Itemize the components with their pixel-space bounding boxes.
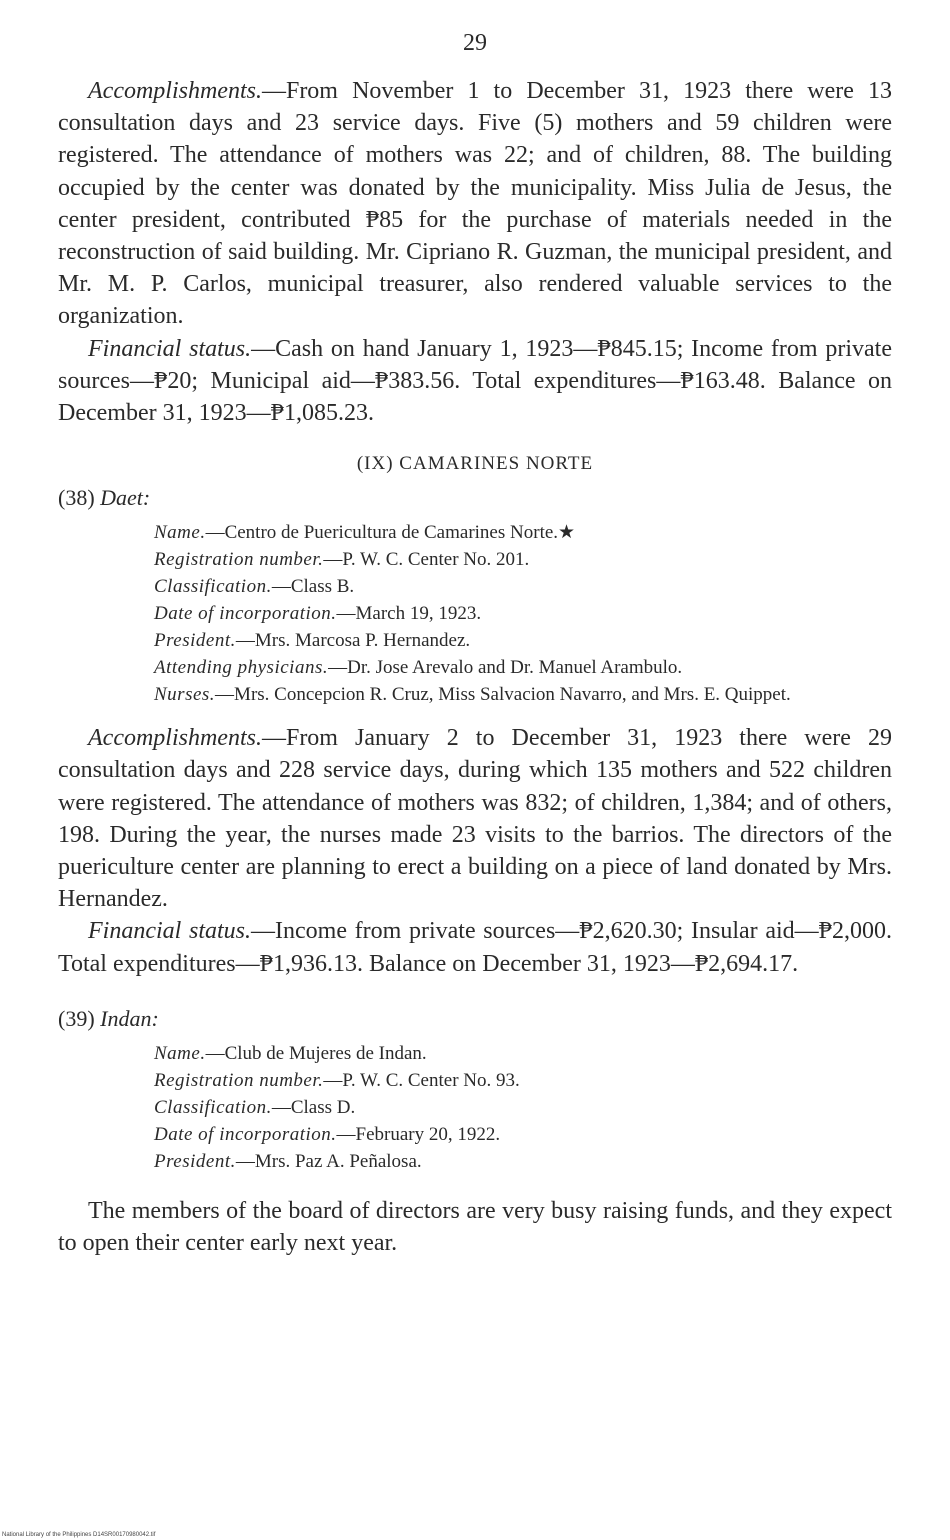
detail-registration: Registration number.—P. W. C. Center No. 201.	[154, 549, 530, 571]
page-number: 29	[463, 30, 487, 56]
detail-name: Name.—Centro de Puericultura de Camarines Norte.★	[154, 522, 576, 544]
paragraph-text: —Cash on hand January 1, 1923—₱845.15; Income from private sources—₱20; Municipal aid—₱383.56. Total expenditures—₱163.48. Balance on December 31, 1923—₱1,085.23.	[58, 335, 892, 427]
entry-details-daet	[154, 519, 892, 708]
entry-number: (39)	[58, 1005, 95, 1031]
detail-name: Name.—Club de Mujeres de Indan.	[154, 1042, 427, 1064]
run-in-label: Financial status.	[88, 335, 252, 362]
section-heading: (IX) CAMARINES NORTE	[356, 453, 594, 475]
scan-footer: National Library of the Philippines D14SR00170980042.tif	[2, 1532, 156, 1538]
detail-incorporation: Date of incorporation.—March 19, 1923.	[154, 603, 482, 625]
detail-president: President.—Mrs. Marcosa P. Hernandez.	[154, 630, 471, 652]
detail-incorporation: Date of incorporation.—February 20, 1922.	[154, 1123, 501, 1145]
detail-president: President.—Mrs. Paz A. Peñalosa.	[154, 1150, 422, 1172]
run-in-label: Accomplishments.	[88, 78, 262, 104]
entry-heading-indan	[58, 1006, 892, 1032]
accomplishments-paragraph	[58, 75, 892, 333]
detail-classification: Classification.—Class B.	[154, 576, 355, 598]
daet-accomplishments-paragraph	[58, 722, 892, 915]
document-page	[58, 30, 892, 1259]
run-in-label: Financial status.	[88, 918, 252, 945]
paragraph-text: —From November 1 to December 31, 1923 there were 13 consultation days and 23 service days. Five (5) mothers and 59 children were registered. The attendance of mothers was 22; and of children, 88. The building occupied by the center was donated by the municipality. Miss Julia de Jesus, the center president, contributed ₱85 for the purchase of materials needed in the reconstruction of said building. Mr. Cipriano R. Guzman, the municipal president, and Mr. M. P. Carlos, municipal treasurer, also rendered valuable services to the organization.	[58, 78, 892, 330]
entry-place: Daet:	[100, 485, 151, 511]
detail-nurses: Nurses.—Mrs. Concepcion R. Cruz, Miss Salvacion Navarro, and Mrs. E. Quippet.	[154, 684, 791, 706]
detail-registration: Registration number.—P. W. C. Center No. 93.	[154, 1069, 520, 1091]
entry-heading-daet	[58, 485, 892, 511]
financial-status-paragraph	[58, 333, 892, 430]
run-in-label: Accomplishments.	[88, 725, 262, 752]
paragraph-text: —Income from private sources—₱2,620.30; Insular aid—₱2,000. Total expenditures—₱1,936.13. Balance on December 31, 1923—₱2,694.17.	[58, 918, 892, 977]
daet-financial-paragraph	[58, 915, 892, 979]
indan-closing-paragraph: The members of the board of directors are very busy raising funds, and they expect to open their center early next year.	[58, 1197, 892, 1257]
entry-place: Indan:	[100, 1005, 159, 1031]
detail-classification: Classification.—Class D.	[154, 1096, 356, 1118]
entry-number: (38)	[58, 485, 95, 511]
paragraph-text: —From January 2 to December 31, 1923 there were 29 consultation days and 228 service days, during which 135 mothers and 522 children were registered. The attendance of mothers was 832; of children, 1,384; and of others, 198. During the year, the nurses made 23 visits to the barrios. The directors of the puericulture center are planning to erect a building on a piece of land donated by Mrs. Hernandez.	[58, 725, 892, 913]
detail-physicians: Attending physicians.—Dr. Jose Arevalo and Dr. Manuel Arambulo.	[154, 657, 683, 679]
entry-details-indan	[154, 1040, 892, 1175]
